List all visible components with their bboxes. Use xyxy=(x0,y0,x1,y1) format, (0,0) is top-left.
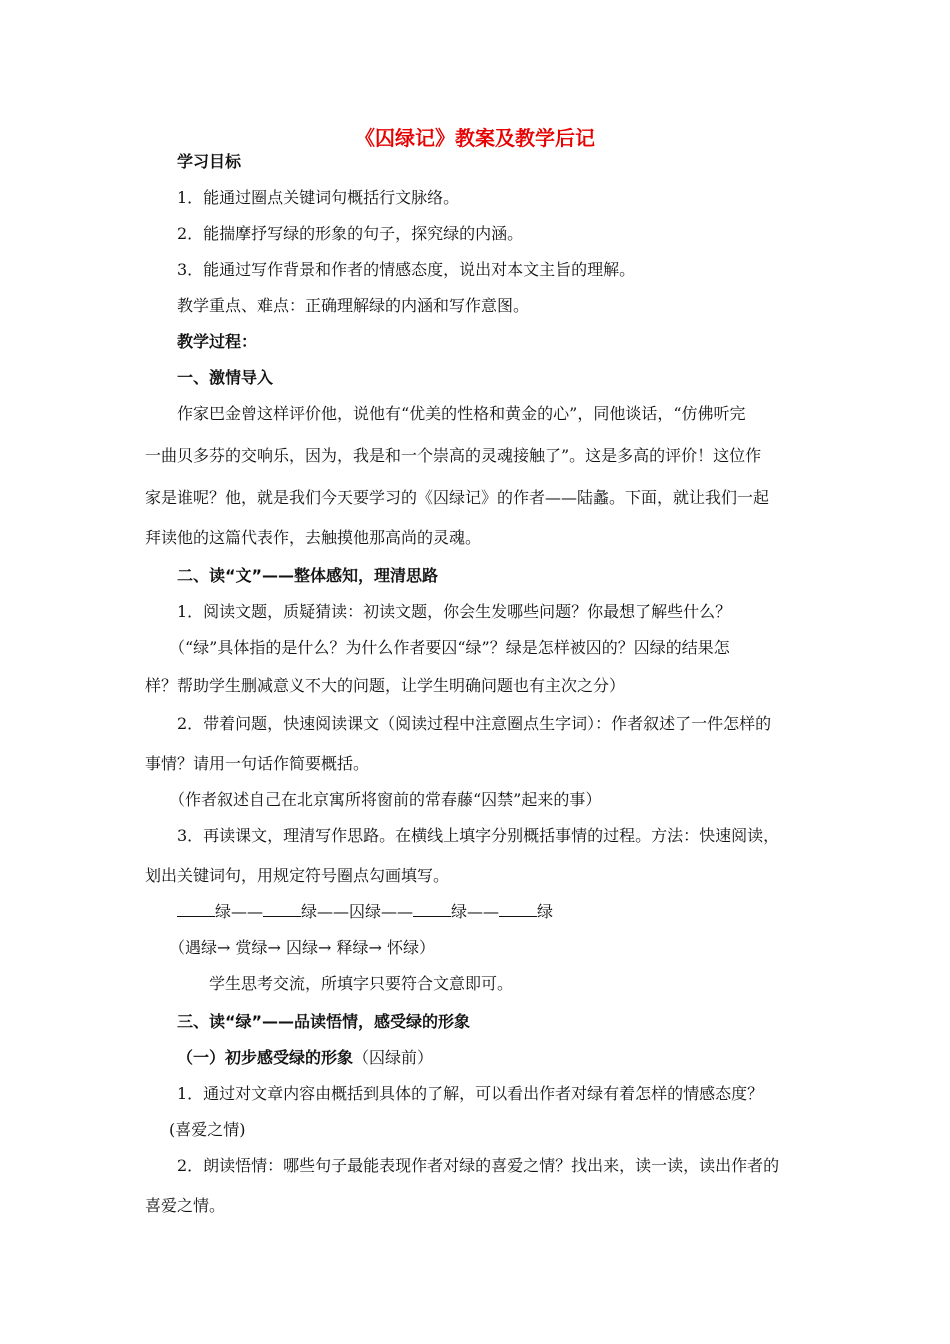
fill-in-blank-line xyxy=(177,902,847,922)
blank-text: 绿—— xyxy=(215,902,264,921)
paragraph-line: 1．通过对文章内容由概括到具体的了解，可以看出作者对绿有着怎样的情感态度？ xyxy=(177,1084,764,1103)
paragraph-line: 2．能揣摩抒写绿的形象的句子，探究绿的内涵。 xyxy=(177,224,524,243)
blank-underline[interactable] xyxy=(177,902,215,917)
blank-underline[interactable] xyxy=(263,902,301,917)
paragraph-line: 2．朗读悟情：哪些句子最能表现作者对绿的喜爱之情？找出来，读一读，读出作者的 xyxy=(177,1156,780,1175)
blank-text: 绿——囚绿—— xyxy=(301,902,414,921)
paragraph-line: （作者叙述自己在北京寓所将窗前的常春藤“囚禁”起来的事） xyxy=(169,790,602,809)
page-title: 《囚绿记》教案及教学后记 xyxy=(355,126,595,150)
paragraph-line: 教学重点、难点：正确理解绿的内涵和写作意图。 xyxy=(177,296,530,315)
paragraph-line: （“绿”具体指的是什么？为什么作者要囚“绿”？绿是怎样被囚的？囚绿的结果怎 xyxy=(169,638,730,657)
subsection-heading-line xyxy=(177,1048,847,1068)
paragraph-line: 事情？请用一句话作简要概括。 xyxy=(145,754,370,773)
paragraph-line: 2．带着问题，快速阅读课文（阅读过程中注意圈点生字词）：作者叙述了一件怎样的 xyxy=(177,714,772,733)
section-heading: 二、读“文”——整体感知，理清思路 xyxy=(177,566,439,585)
paragraph-line: (喜爱之情) xyxy=(169,1120,246,1139)
paragraph-line: 一曲贝多芬的交响乐，因为，我是和一个崇高的灵魂接触了”。这是多高的评价！这位作 xyxy=(145,446,762,465)
paragraph-line: 喜爱之情。 xyxy=(145,1196,226,1215)
paragraph-line: 样？帮助学生删减意义不大的问题，让学生明确问题也有主次之分） xyxy=(145,676,626,695)
blank-text: 绿—— xyxy=(451,902,500,921)
section-heading: 学习目标 xyxy=(177,152,242,171)
subsection-note: （囚绿前） xyxy=(353,1048,434,1067)
paragraph-line: 划出关键词句，用规定符号圈点勾画填写。 xyxy=(145,866,450,885)
section-heading: 教学过程： xyxy=(177,332,258,351)
blank-underline[interactable] xyxy=(499,902,537,917)
paragraph-line: （遇绿→ 赏绿→ 囚绿→ 释绿→ 怀绿） xyxy=(169,938,435,957)
paragraph-line: 3．能通过写作背景和作者的情感态度，说出对本文主旨的理解。 xyxy=(177,260,636,279)
paragraph-line: 学生思考交流，所填字只要符合文意即可。 xyxy=(209,974,514,993)
section-heading: 一、激情导入 xyxy=(177,368,274,387)
paragraph-line: 3．再读课文，理清写作思路。在横线上填字分别概括事情的过程。方法：快速阅读， xyxy=(177,826,780,845)
paragraph-line: 1．阅读文题，质疑猜读：初读文题，你会生发哪些问题？你最想了解些什么？ xyxy=(177,602,732,621)
paragraph-line: 拜读他的这篇代表作，去触摸他那高尚的灵魂。 xyxy=(145,528,482,547)
paragraph-line: 1．能通过圈点关键词句概括行文脉络。 xyxy=(177,188,460,207)
section-heading: 三、读“绿”——品读悟情，感受绿的形象 xyxy=(177,1012,471,1031)
subsection-heading: （一）初步感受绿的形象 xyxy=(177,1048,354,1067)
paragraph-line: 家是谁呢？他，就是我们今天要学习的《囚绿记》的作者——陆蠡。下面，就让我们一起 xyxy=(145,488,770,507)
blank-text: 绿 xyxy=(537,902,554,921)
paragraph-line: 作家巴金曾这样评价他，说他有“优美的性格和黄金的心”，同他谈话，“仿佛听完 xyxy=(177,404,746,423)
blank-underline[interactable] xyxy=(413,902,451,917)
